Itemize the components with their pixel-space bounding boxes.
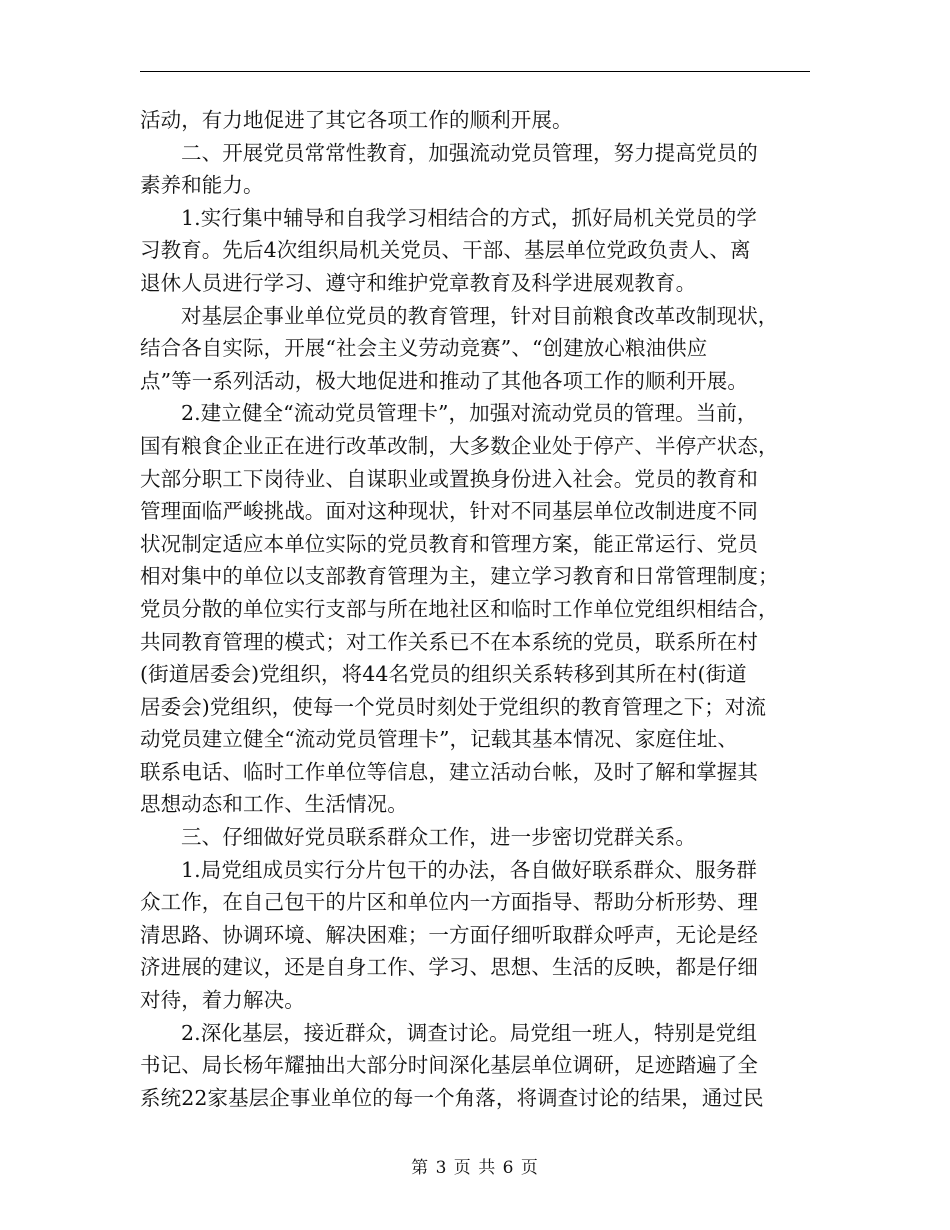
paragraph-line: 思想动态和工作、生活情况。 bbox=[140, 792, 408, 817]
paragraph-line: 素养和能力。 bbox=[140, 173, 264, 198]
paragraph-first-line: 活动，有力地促进了其它各项工作的顺利开展。 bbox=[140, 108, 573, 132]
paragraph-first-line: 1.局党组成员实行分片包干的办法，各自做好联系群众、服务群 bbox=[181, 857, 757, 882]
paragraph-first-line: 2.建立健全“流动党员管理卡”，加强对流动党员的管理。当前， bbox=[181, 401, 758, 426]
paragraph-first-line: 对基层企事业单位党员的教育管理，针对目前粮食改革改制现状， bbox=[181, 303, 779, 328]
paragraph-line: 动党员建立健全“流动党员管理卡”，记载其基本情况、家庭住址、 bbox=[140, 727, 738, 752]
paragraph-first-line: 2.深化基层，接近群众，调查讨论。局党组一班人，特别是党组 bbox=[181, 1020, 757, 1045]
paragraph-line: 共同教育管理的模式；对工作关系已不在本系统的党员，联系所在村 bbox=[140, 629, 758, 654]
paragraph-line: 居委会)党组织，使每一个党员时刻处于党组织的教育管理之下；对流 bbox=[140, 694, 767, 719]
page-footer bbox=[0, 1153, 950, 1178]
paragraph-first-line: 三、仔细做好党员联系群众工作，进一步密切党群关系。 bbox=[181, 825, 696, 850]
page-number-label: 第 3 页 共 6 页 bbox=[411, 1158, 539, 1178]
paragraph-line: 党员分散的单位实行支部与所在地社区和临时工作单位党组织相结合， bbox=[140, 596, 779, 621]
paragraph-line: 相对集中的单位以支部教育管理为主，建立学习教育和日常管理制度； bbox=[140, 564, 779, 589]
paragraph-line: 退休人员进行学习、遵守和维护党章教育及科学进展观教育。 bbox=[140, 270, 697, 295]
header-rule bbox=[140, 71, 810, 72]
paragraph-first-line: 1.实行集中辅导和自我学习相结合的方式，抓好局机关党员的学 bbox=[181, 205, 757, 230]
paragraph-line: 结合各自实际，开展“社会主义劳动竞赛”、“创建放心粮油供应 bbox=[140, 336, 708, 361]
paragraph-line: 点”等一系列活动，极大地促进和推动了其他各项工作的顺利开展。 bbox=[140, 368, 748, 393]
paragraph-line: 济进展的建议，还是自身工作、学习、思想、生活的反映，都是仔细 bbox=[140, 955, 758, 980]
paragraph-line: 对待，着力解决。 bbox=[140, 988, 305, 1013]
paragraph-line: 国有粮食企业正在进行改革改制，大多数企业处于停产、半停产状态， bbox=[140, 433, 779, 458]
paragraph-line: 管理面临严峻挑战。面对这种现状，针对不同基层单位改制进度不同 bbox=[140, 499, 758, 524]
paragraph-line: 系统22家基层企事业单位的每一个角落，将调查讨论的结果，通过民 bbox=[140, 1085, 764, 1110]
body-text bbox=[140, 104, 812, 1114]
paragraph-line: 清思路、协调环境、解决困难；一方面仔细听取群众呼声，无论是经 bbox=[140, 922, 758, 947]
paragraph-line: 大部分职工下岗待业、自谋职业或置换身份进入社会。党员的教育和 bbox=[140, 466, 758, 491]
paragraph-line: 状况制定适应本单位实际的党员教育和管理方案，能正常运行、党员 bbox=[140, 531, 758, 556]
paragraph-first-line: 二、开展党员常常性教育，加强流动党员管理，努力提高党员的 bbox=[181, 140, 758, 165]
paragraph-line: 书记、局长杨年耀抽出大部分时间深化基层单位调研，足迹踏遍了全 bbox=[140, 1053, 758, 1078]
paragraph-line: 联系电话、临时工作单位等信息，建立活动台帐，及时了解和掌握其 bbox=[140, 759, 758, 784]
paragraph-line: 众工作，在自己包干的片区和单位内一方面指导、帮助分析形势、理 bbox=[140, 890, 758, 915]
paragraph-line: 习教育。先后4次组织局机关党员、干部、基层单位党政负责人、离 bbox=[140, 238, 751, 263]
paragraph-line: (街道居委会)党组织，将44名党员的组织关系转移到其所在村(街道 bbox=[140, 662, 747, 687]
